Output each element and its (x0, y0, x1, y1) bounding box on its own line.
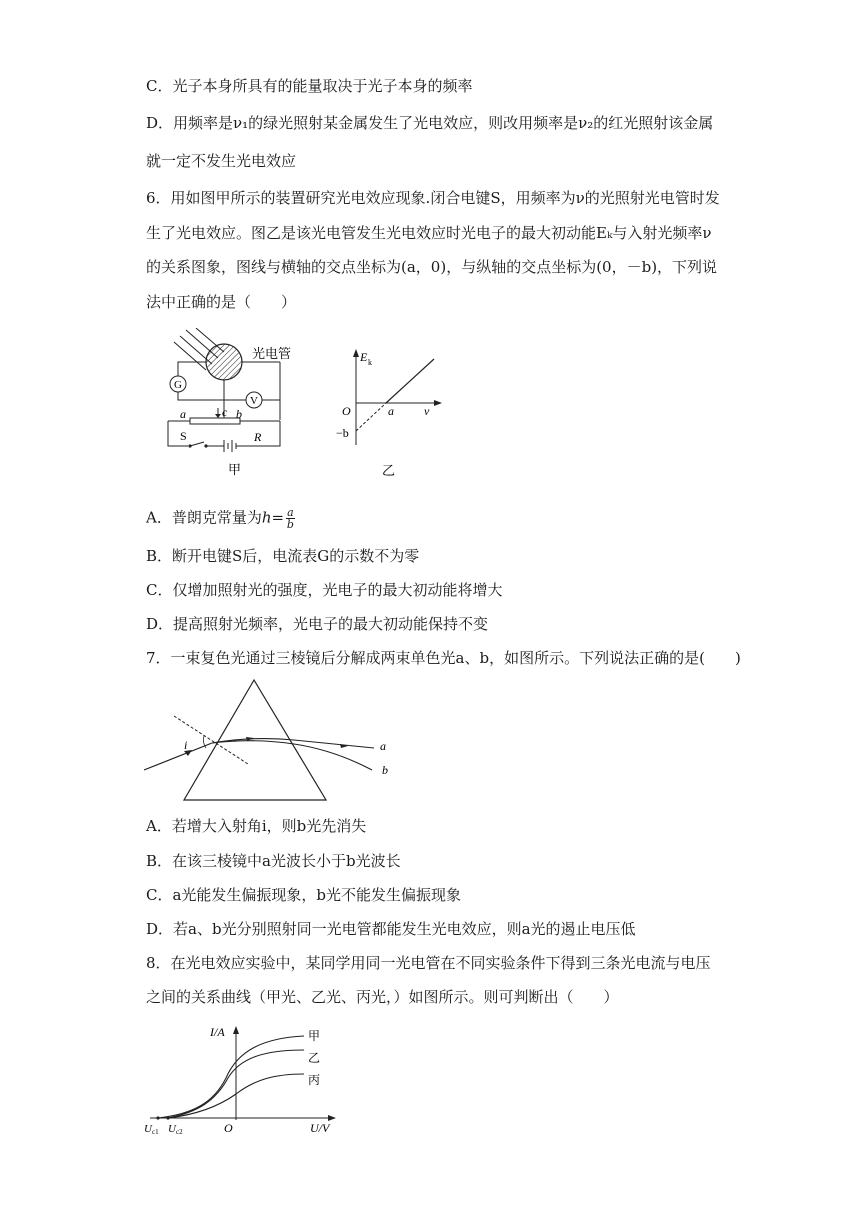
galvanometer-label: G (174, 379, 182, 391)
figure-graph-yi (330, 345, 450, 480)
figure-yi-caption: 乙 (382, 463, 396, 478)
q6-stem-line2: 生了光电效应。图乙是该光电管发生光电效应时光电子的最大初动能Eₖ与入射光频率ν (146, 224, 712, 242)
y-axis-label: E (360, 350, 368, 364)
curve-jia-label: 甲 (308, 1029, 321, 1043)
q7-option-c: C．a光能发生偏振现象，b光不能发生偏振现象 (146, 886, 462, 904)
x-axis-label: ν (424, 404, 430, 418)
q7-option-d: D．若a、b光分别照射同一光电管都能发生光电效应，则a光的遏止电压低 (146, 920, 636, 938)
rheostat-icon (190, 418, 240, 424)
y-intercept-label: −b (336, 426, 349, 440)
extrapolated-line (356, 403, 386, 431)
q7-stem: 7．一束复色光通过三棱镜后分解成两束单色光a、b，如图所示。下列说法正确的是( ) (146, 649, 741, 667)
slider-c-label: c (222, 405, 228, 419)
figure-iv-curves (144, 1022, 344, 1136)
uc2-subscript: c2 (176, 1128, 183, 1136)
switch-label: S (180, 429, 187, 443)
ek-line (386, 359, 434, 403)
incident-ray (144, 743, 212, 770)
phototube-icon (206, 344, 242, 380)
q6-option-b: B．断开电键S后，电流表G的示数不为零 (146, 547, 420, 565)
ray-a-label: a (380, 739, 386, 753)
q6-option-c: C．仅增加照射光的强度，光电子的最大初动能将增大 (146, 581, 503, 599)
y-axis-subscript: k (368, 358, 372, 367)
q6-stem-line1: 6．用如图甲所示的装置研究光电效应现象.闭合电键S，用频率为ν的光照射光电管时发 (146, 189, 720, 207)
battery-icon (224, 440, 236, 452)
figure-jia-caption: 甲 (228, 462, 242, 477)
q6-stem-line3: 的关系图象，图线与横轴的交点坐标为(a，0)，与纵轴的交点坐标为(0，－b)，下列说 (146, 258, 718, 276)
equals-sign: = (271, 508, 285, 527)
q5-option-c: C．光子本身所具有的能量取决于光子本身的频率 (146, 77, 473, 95)
q6-option-d: D．提高照射光频率，光电子的最大初动能保持不变 (146, 615, 489, 633)
uc1-subscript: c1 (152, 1128, 159, 1136)
uc2-label: U (168, 1123, 176, 1135)
figure-circuit-jia (150, 328, 300, 480)
q5-option-d-line1: D．用频率是ν₁的绿光照射某金属发生了光电效应，则改用频率是ν₂的红光照射该金属 (146, 114, 714, 132)
curve-bing-label: 丙 (308, 1073, 321, 1087)
prism-icon (184, 680, 326, 800)
resistor-r-label: R (254, 430, 262, 444)
x-axis-label: U/V (310, 1121, 330, 1135)
voltmeter-label: V (250, 395, 258, 407)
q8-stem-line2: 之间的关系曲线（甲光、乙光、丙光，）如图所示。则可判断出（ ） (146, 988, 619, 1006)
q7-option-b: B．在该三棱镜中a光波长小于b光波长 (146, 852, 401, 870)
curve-yi-label: 乙 (308, 1051, 321, 1065)
ray-b-label: b (382, 763, 388, 777)
q6-option-a (146, 507, 295, 530)
q5-option-d-line2: 就一定不发生光电效应 (146, 152, 297, 170)
incidence-angle-label: i (184, 738, 188, 752)
uc1-label: U (144, 1123, 152, 1135)
figure-prism (144, 678, 400, 804)
q6-option-a-text: A．普朗克常量为 (146, 508, 262, 527)
q7-option-a: A．若增大入射角i，则b光先消失 (146, 817, 367, 835)
origin-label: O (224, 1121, 233, 1135)
origin-label: O (342, 404, 351, 418)
terminal-b-label: b (236, 407, 242, 421)
q6-stem-line4: 法中正确的是（ ） (146, 293, 297, 311)
switch-icon (190, 442, 204, 446)
curve-jia (158, 1036, 304, 1118)
fraction-numerator: a (287, 506, 294, 519)
q8-stem-line1: 8．在光电效应实验中，某同学用同一光电管在不同实验条件下得到三条光电流与电压 (146, 954, 711, 972)
planck-h: h (261, 508, 272, 527)
ray-a (212, 739, 374, 748)
phototube-label: 光电管 (252, 346, 292, 361)
y-axis-label: I/A (210, 1025, 225, 1039)
x-intercept-label: a (388, 404, 394, 418)
terminal-a-label: a (180, 407, 186, 421)
fraction-denominator: b (286, 518, 294, 531)
fraction-a-over-b (286, 507, 295, 530)
